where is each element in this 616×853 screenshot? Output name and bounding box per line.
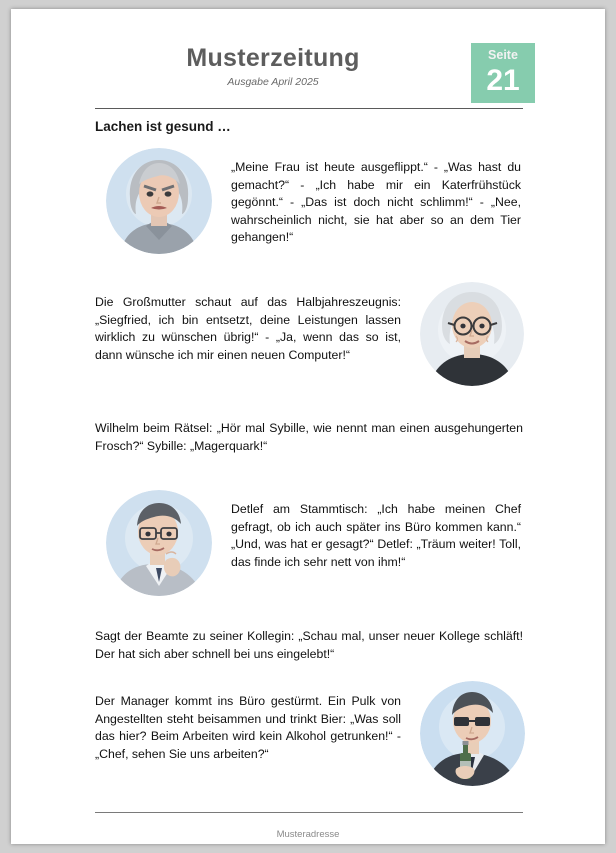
portrait-thinking-man-illustration xyxy=(106,490,212,596)
joke-text-4: Detlef am Stammtisch: „Ich habe meinen Chef gefragt, ob ich auch später ins Büro kommen kann.“ „Und, was hat er gesagt?“ Detlef: „Träum weiter! Toll, das finde ich sehr nett von ihm!“ xyxy=(231,502,521,569)
portrait-man-with-bottle-svg xyxy=(420,681,525,786)
portrait-elderly-woman-svg xyxy=(420,282,524,386)
portrait-angry-woman-illustration xyxy=(106,148,212,254)
page-badge-label: Seite xyxy=(488,48,518,62)
portrait-angry-woman-svg xyxy=(106,148,212,254)
page-title: Musterzeitung xyxy=(186,44,360,72)
joke-text-3: Wilhelm beim Rätsel: „Hör mal Sybille, wie nennt man einen ausgehungerten Frosch?“ Sybille: „Magerquark!“ xyxy=(95,421,523,453)
header-divider xyxy=(95,108,523,109)
joke-text-5: Sagt der Beamte zu seiner Kollegin: „Schau mal, unser neuer Kollege schläft! Der hat sich aber schnell bei uns eingelebt!“ xyxy=(95,629,523,661)
issue-subtitle: Ausgabe April 2025 xyxy=(227,76,319,88)
newspaper-header xyxy=(83,43,535,105)
page-content xyxy=(11,9,605,844)
document-page xyxy=(11,9,605,844)
section-heading: Lachen ist gesund … xyxy=(95,119,231,134)
footer-divider xyxy=(95,812,523,813)
joke-text-6: Der Manager kommt ins Büro gestürmt. Ein Pulk von Angestellten steht beisammen und trinkt Bier: „Was soll das hier? Beim Arbeiten wird kein Alkohol getrunken!“ - „Chef, sehen Sie uns arbeiten?“ xyxy=(95,694,401,761)
page-number-badge xyxy=(471,43,535,103)
portrait-thinking-man-svg xyxy=(106,490,212,596)
masthead xyxy=(83,43,463,88)
page-badge-number: 21 xyxy=(486,64,520,97)
joke-text-2: Die Großmutter schaut auf das Halbjahreszeugnis: „Siegfried, ich bin entsetzt, deine Leistungen lassen wirklich zu wünschen übrig!“ - „Ja, wenn das so ist, dann wünsche ich mir einen neuen Computer!“ xyxy=(95,295,401,362)
portrait-elderly-woman-illustration xyxy=(420,282,524,386)
joke-text-1: „Meine Frau ist heute ausgeflippt.“ - „Was hast du gemacht?“ - „Ich habe mir ein Katerfrühstück gegönnt.“ - „Das ist doch nicht schlimm!“ - „Nee, wahrscheinlich nicht, sie hat aber so an dem Tier gehangen!“ xyxy=(231,160,521,245)
footer-address: Musteradresse xyxy=(276,829,340,840)
portrait-man-with-bottle-illustration xyxy=(420,681,525,786)
